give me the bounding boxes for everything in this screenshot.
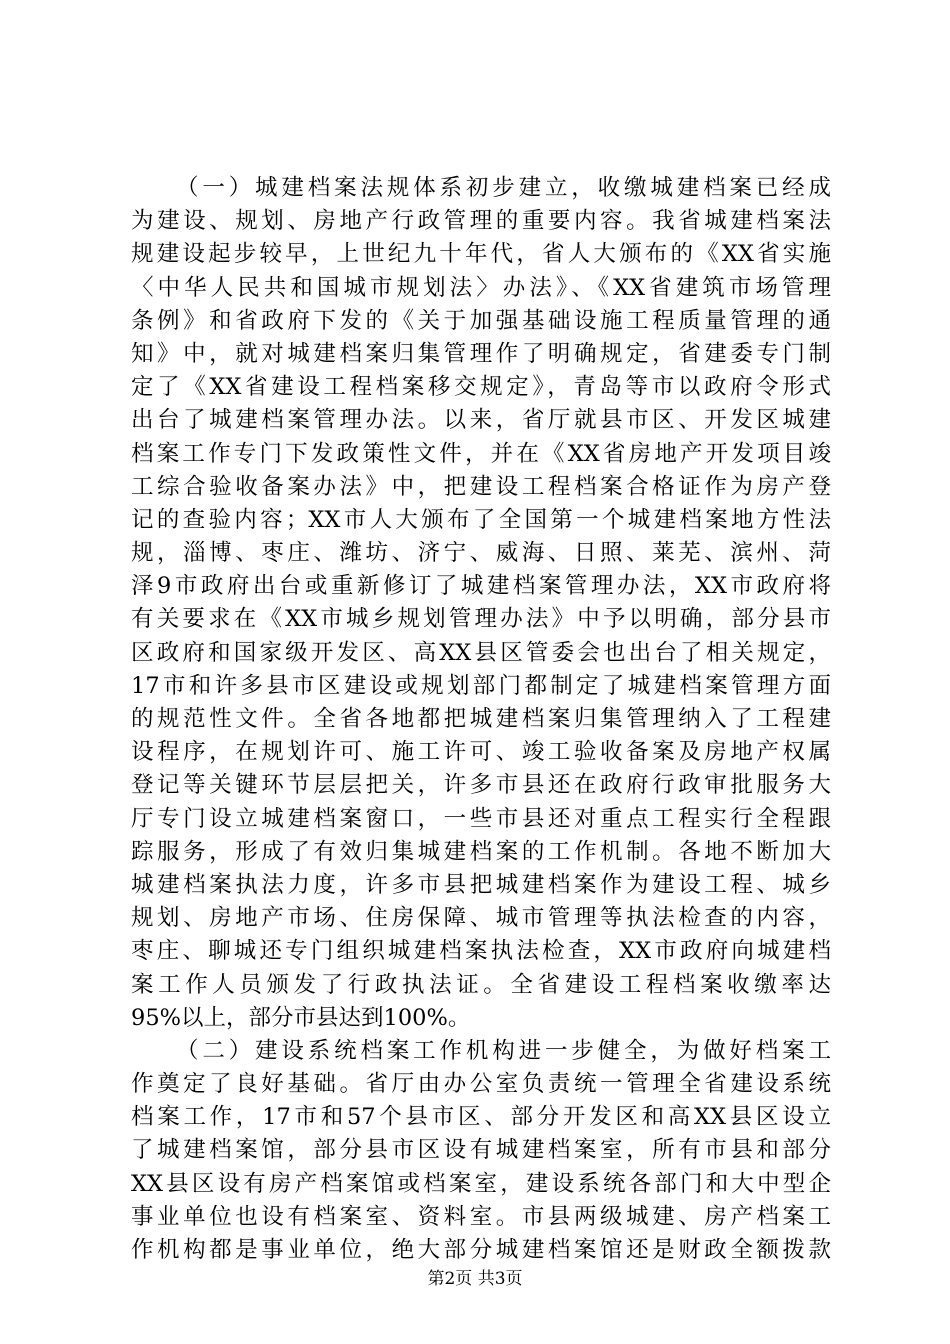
text-line: 规划、房地产市场、住房保障、城市管理等执法检查的内容， bbox=[131, 905, 831, 932]
body-text bbox=[131, 172, 831, 1267]
text-line: 〈中华人民共和国城市规划法〉办法》、《XX省建筑市场管理 bbox=[131, 274, 831, 301]
text-line: （一）城建档案法规体系初步建立，收缴城建档案已经成 bbox=[176, 175, 831, 201]
text-line: 定了《XX省建设工程档案移交规定》，青岛等市以政府令形式 bbox=[131, 374, 831, 401]
text-line: 作机构都是事业单位，绝大部分城建档案馆还是财政全额拨款 bbox=[131, 1237, 831, 1263]
text-line: 条例》和省政府下发的《关于加强基础设施工程质量管理的通 bbox=[131, 307, 831, 334]
text-line: 登记等关键环节层层把关，许多市县还在政府行政审批服务大 bbox=[131, 772, 831, 799]
text-line: 厅专门设立城建档案窗口，一些市县还对重点工程实行全程跟 bbox=[131, 805, 831, 832]
text-line: 枣庄、聊城还专门组织城建档案执法检查，XX市政府向城建档 bbox=[131, 938, 831, 965]
text-line: 工综合验收备案办法》中，把建设工程档案合格证作为房产登 bbox=[131, 473, 831, 500]
text-line: 规，淄博、枣庄、潍坊、济宁、威海、日照、莱芜、滨州、菏 bbox=[131, 540, 831, 567]
text-line: 出台了城建档案管理办法。以来，省厅就县市区、开发区城建 bbox=[131, 407, 831, 434]
text-line: 案工作人员颁发了行政执法证。全省建设工程档案收缴率达 bbox=[131, 971, 831, 998]
text-line: 区政府和国家级开发区、高XX县区管委会也出台了相关规定， bbox=[131, 639, 831, 666]
text-line: 设程序，在规划许可、施工许可、竣工验收备案及房地产权属 bbox=[131, 739, 831, 766]
page-number: 第2页 共3页 bbox=[427, 1269, 523, 1289]
text-line: 城建档案执法力度，许多市县把城建档案作为建设工程、城乡 bbox=[131, 871, 831, 898]
text-line: 泽9市政府出台或重新修订了城建档案管理办法，XX市政府将 bbox=[131, 573, 831, 600]
text-line: 了城建档案馆，部分县市区设有城建档案室，所有市县和部分 bbox=[131, 1137, 831, 1164]
text-line: 95%以上，部分市县达到100%。 bbox=[131, 1004, 471, 1031]
text-line: （二）建设系统档案工作机构进一步健全，为做好档案工 bbox=[176, 1037, 831, 1064]
text-line: 踪服务，形成了有效归集城建档案的工作机制。各地不断加大 bbox=[131, 838, 831, 865]
text-line: 为建设、规划、房地产行政管理的重要内容。我省城建档案法 bbox=[131, 208, 831, 235]
text-line: XX县区设有房产档案馆或档案室，建设系统各部门和大中型企 bbox=[131, 1170, 831, 1197]
text-line: 规建设起步较早，上世纪九十年代，省人大颁布的《XX省实施 bbox=[131, 241, 831, 268]
text-line: 有关要求在《XX市城乡规划管理办法》中予以明确，部分县市 bbox=[131, 606, 831, 633]
text-line: 记的查验内容；XX市人大颁布了全国第一个城建档案地方性法 bbox=[131, 506, 831, 533]
text-line: 档案工作，17市和57个县市区、部分开发区和高XX县区设立 bbox=[131, 1104, 831, 1131]
text-line: 档案工作专门下发政策性文件，并在《XX省房地产开发项目竣 bbox=[131, 440, 831, 467]
text-line: 17市和许多县市区建设或规划部门都制定了城建档案管理方面 bbox=[131, 672, 831, 699]
page-footer bbox=[0, 1264, 950, 1289]
text-line: 知》中，就对城建档案归集管理作了明确规定，省建委专门制 bbox=[131, 340, 831, 367]
text-line: 的规范性文件。全省各地都把城建档案归集管理纳入了工程建 bbox=[131, 706, 831, 732]
text-line: 事业单位也设有档案室、资料室。市县两级城建、房产档案工 bbox=[131, 1203, 831, 1230]
text-line: 作奠定了良好基础。省厅由办公室负责统一管理全省建设系统 bbox=[131, 1071, 831, 1098]
